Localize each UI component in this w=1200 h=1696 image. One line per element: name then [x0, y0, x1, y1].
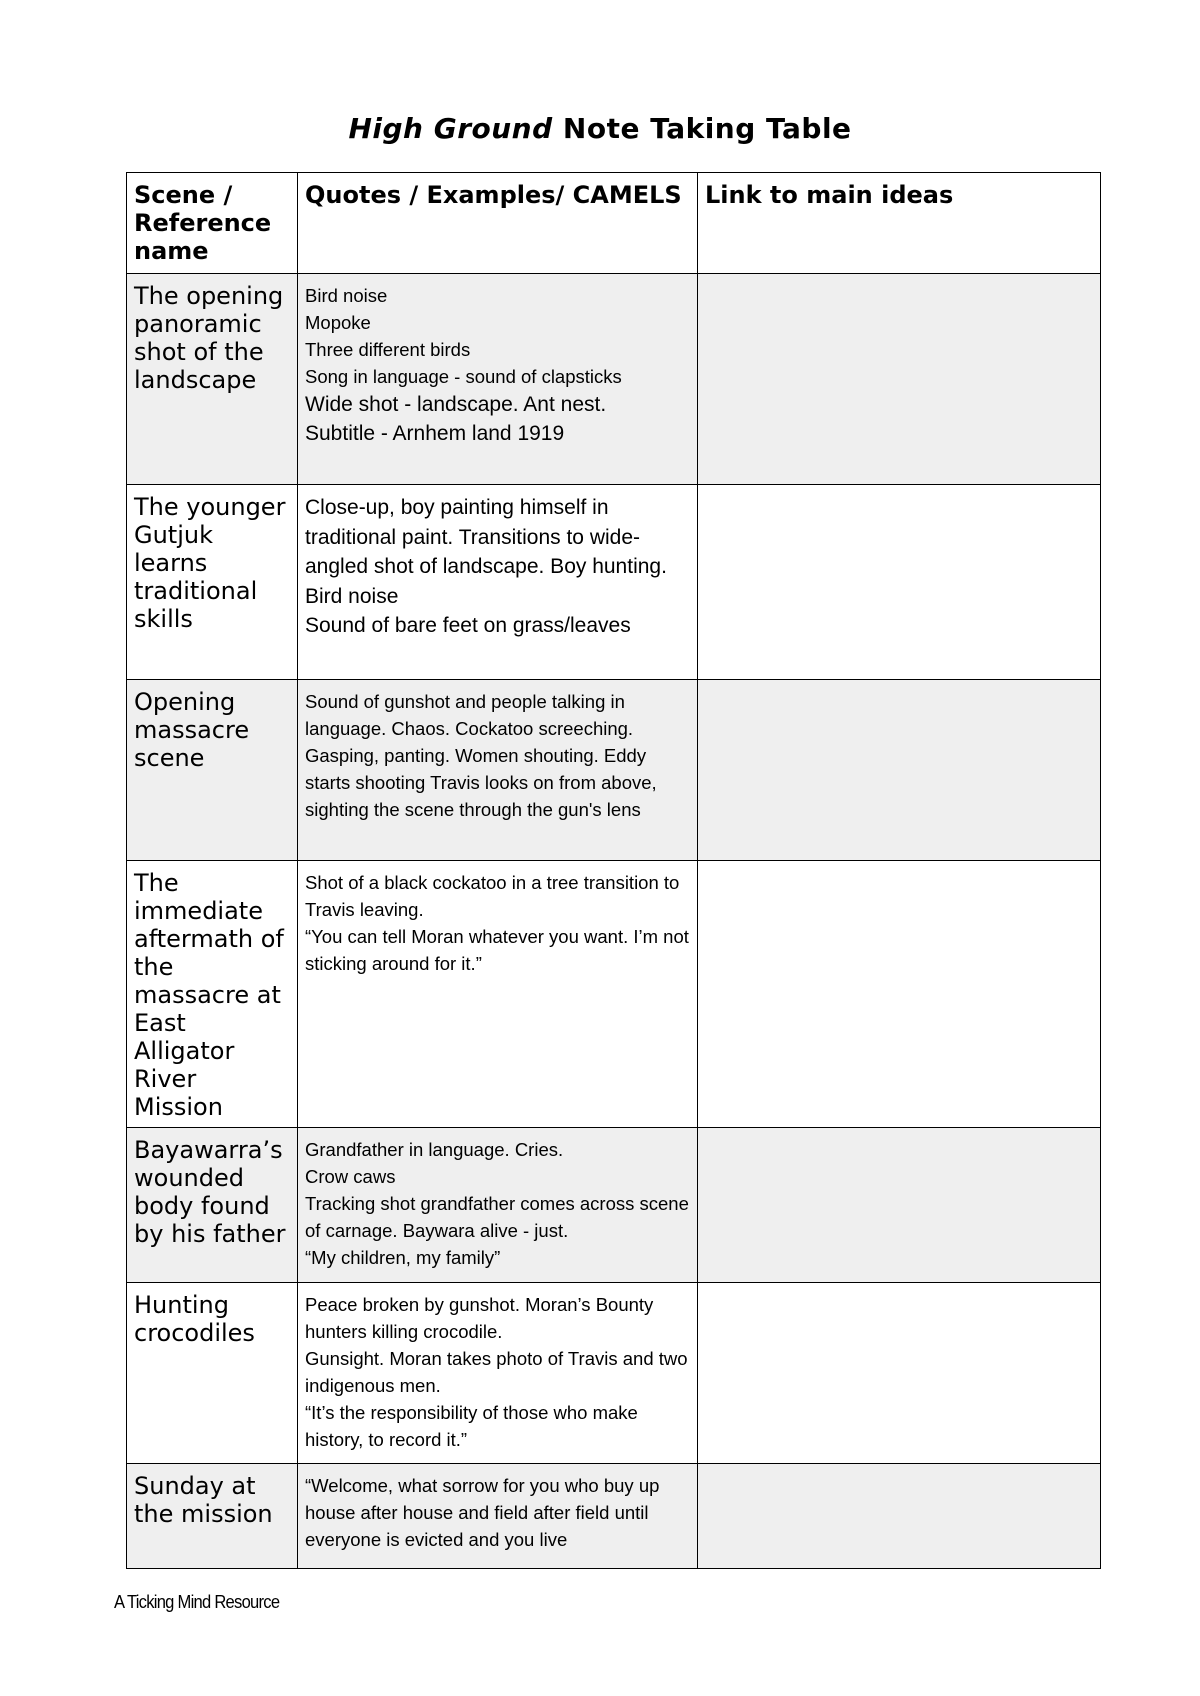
- table-row: [127, 1283, 1101, 1464]
- link-cell[interactable]: [698, 485, 1101, 680]
- notes-cell: [298, 1283, 698, 1464]
- note-line: “It’s the responsibility of those who make history, to record it.”: [305, 1402, 638, 1450]
- note-line: Mopoke: [305, 312, 371, 333]
- table-header-row: [127, 173, 1101, 274]
- page-title: [0, 112, 1200, 145]
- scene-cell: Hunting crocodiles: [127, 1283, 298, 1464]
- table-row: [127, 1128, 1101, 1283]
- note-line: “My children, my family”: [305, 1247, 501, 1268]
- scene-cell: Bayawarra’s wounded body found by his father: [127, 1128, 298, 1283]
- note-line: Peace broken by gunshot. Moran’s Bounty hunters killing crocodile.: [305, 1294, 654, 1342]
- note-line: Wide shot - landscape. Ant nest.: [305, 393, 607, 416]
- link-cell[interactable]: [698, 274, 1101, 485]
- note-line: Subtitle - Arnhem land 1919: [305, 422, 565, 445]
- note-line: Song in language - sound of clapsticks: [305, 366, 622, 387]
- header-link: Link to main ideas: [698, 173, 1101, 274]
- link-cell[interactable]: [698, 1283, 1101, 1464]
- scene-cell: Sunday at the mission: [127, 1464, 298, 1569]
- footer-credit: A Ticking Mind Resource: [114, 1592, 280, 1612]
- note-line: Shot of a black cockatoo in a tree transition to Travis leaving.: [305, 872, 680, 920]
- page-title-italic: High Ground: [348, 112, 553, 145]
- scene-cell: The opening panoramic shot of the landscape: [127, 274, 298, 485]
- table-row: [127, 485, 1101, 680]
- header-quotes: Quotes / Examples/ CAMELS: [298, 173, 698, 274]
- note-line: “Welcome, what sorrow for you who buy up house after house and field after field until everyone is evicted and you live: [305, 1475, 660, 1550]
- note-line: Crow caws: [305, 1166, 396, 1187]
- link-cell[interactable]: [698, 1128, 1101, 1283]
- notes-cell: [298, 861, 698, 1128]
- link-cell[interactable]: [698, 680, 1101, 861]
- scene-cell: The immediate aftermath of the massacre at East Alligator River Mission: [127, 861, 298, 1128]
- notes-cell: [298, 680, 698, 861]
- note-line: Tracking shot grandfather comes across scene of carnage. Baywara alive - just.: [305, 1193, 689, 1241]
- note-line: Gunsight. Moran takes photo of Travis and two indigenous men.: [305, 1348, 688, 1396]
- table-row: [127, 680, 1101, 861]
- notes-cell: [298, 274, 698, 485]
- scene-cell: Opening massacre scene: [127, 680, 298, 861]
- notes-cell: [298, 1464, 698, 1569]
- link-cell[interactable]: [698, 861, 1101, 1128]
- note-line: Sound of bare feet on grass/leaves: [305, 614, 631, 637]
- note-line: Bird noise: [305, 584, 399, 608]
- link-cell[interactable]: [698, 1464, 1101, 1569]
- note-taking-table: [126, 172, 1101, 1569]
- page-title-rest: Note Taking Table: [552, 112, 852, 145]
- table-row: [127, 274, 1101, 485]
- scene-cell: The younger Gutjuk learns traditional skills: [127, 485, 298, 680]
- note-line: Three different birds: [305, 339, 471, 360]
- notes-cell: [298, 1128, 698, 1283]
- note-line: Grandfather in language. Cries.: [305, 1139, 564, 1160]
- table-row: [127, 1464, 1101, 1569]
- note-line: Bird noise: [305, 285, 388, 306]
- note-line: “You can tell Moran whatever you want. I’m not sticking around for it.”: [305, 926, 689, 974]
- note-line: Close-up, boy painting himself in traditional paint. Transitions to wide-angled shot of landscape. Boy hunting.: [305, 496, 667, 578]
- table-row: [127, 861, 1101, 1128]
- notes-cell: [298, 485, 698, 680]
- header-scene: Scene / Reference name: [127, 173, 298, 274]
- note-line: Sound of gunshot and people talking in language. Chaos. Cockatoo screeching. Gasping, panting. Women shouting. Eddy starts shooting Travis looks on from above, sighting the scene through the gun's lens: [305, 691, 657, 820]
